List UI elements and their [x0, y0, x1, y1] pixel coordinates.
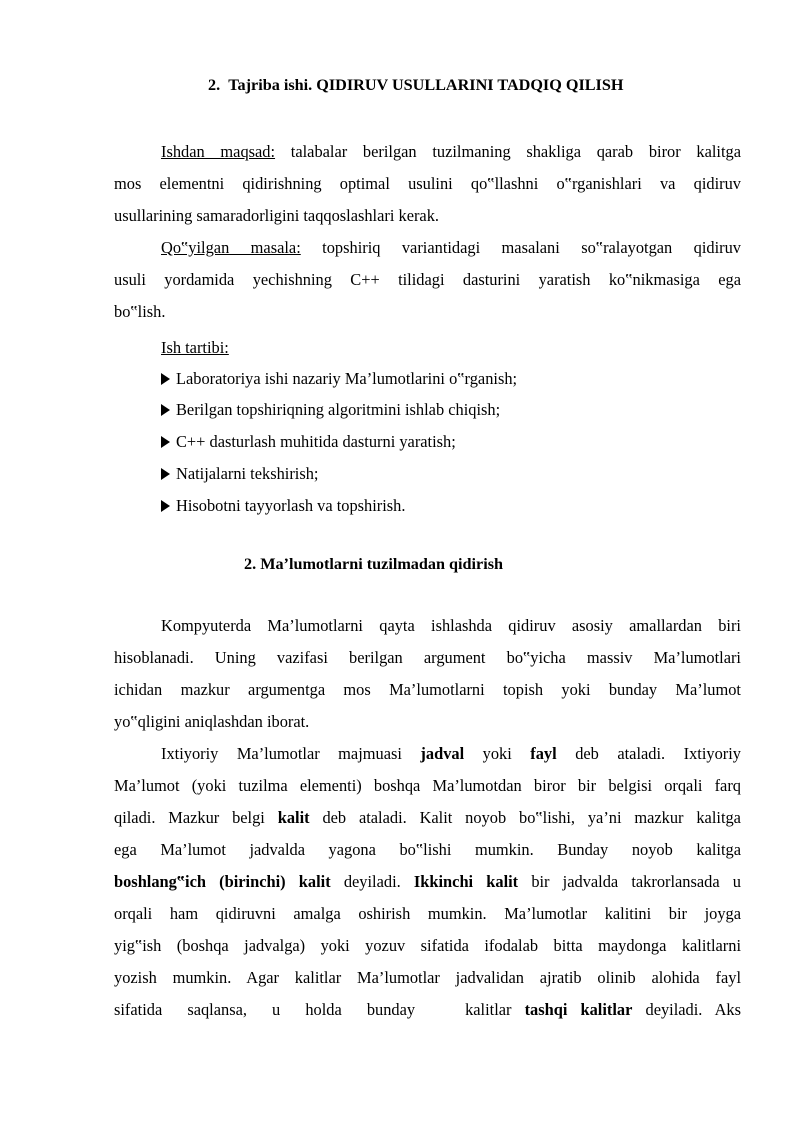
procedure-label: Ish tartibi:	[161, 338, 229, 357]
procedure-item-text: Natijalarni tekshirish;	[176, 464, 319, 483]
para2-line-7: yig‟ish (boshqa jadvalga) yoki yozuv sifatida ifodalab bitta maydonga kalitlarni	[114, 936, 741, 955]
para2-line-8: yozish mumkin. Agar kalitlar Ma’lumotlar jadvalidan ajratib olinib alohida fayl	[114, 968, 741, 987]
procedure-item	[161, 494, 405, 518]
arrow-bullet-icon	[161, 436, 170, 448]
para2-text: deb ataladi. Ixtiyoriy	[575, 744, 741, 763]
para2-text: yoki	[482, 744, 512, 763]
para1-line-4: yo‟qligini aniqlashdan iborat.	[114, 712, 310, 731]
para1-line-1: Kompyuterda Ma’lumotlarni qayta ishlashda qidiruv asosiy amallardan biri	[161, 616, 741, 635]
para1-line-2: hisoblanadi. Uning vazifasi berilgan argument bo‟yicha massiv Ma’lumotlari	[114, 648, 741, 667]
task-text: topshiriq variantidagi masalani so‟ralayotgan qidiruv	[322, 238, 741, 257]
para2-text: bir jadvalda takrorlansada u	[531, 872, 741, 891]
para2-text: kalitlar	[465, 1000, 512, 1019]
procedure-item	[161, 462, 318, 486]
para2-line-3	[114, 806, 741, 830]
para2-line-6: orqali ham qidiruvni amalga oshirish mumkin. Ma’lumotlar kalitini bir joyga	[114, 904, 741, 923]
para2-text: Ixtiyoriy Ma’lumotlar majmuasi	[161, 744, 402, 763]
para1-line-3: ichidan mazkur argumentga mos Ma’lumotlarni topish yoki bunday Ma’lumot	[114, 680, 741, 699]
para2-text: sifatida saqlansa, u holda bunday	[114, 1000, 416, 1019]
purpose-line-2: mos elementni qidirishning optimal usulini qo‟llashni o‟rganishlari va qidiruv	[114, 174, 741, 193]
para2-line-5	[114, 870, 741, 894]
arrow-bullet-icon	[161, 373, 170, 385]
procedure-item	[161, 367, 517, 391]
task-label: Qo‟yilgan masala:	[161, 238, 301, 257]
para2-text: deb ataladi. Kalit noyob bo‟lishi, ya’ni mazkur kalitga	[322, 808, 741, 827]
purpose-label: Ishdan maqsad:	[161, 142, 276, 161]
term-kalit: kalit	[277, 808, 310, 827]
para2-line-1	[161, 742, 741, 766]
para2-line-4: ega Ma’lumot jadvalda yagona bo‟lishi mumkin. Bunday noyob kalitga	[114, 840, 741, 859]
procedure-item	[161, 430, 456, 454]
arrow-bullet-icon	[161, 468, 170, 480]
task-line-3: bo‟lish.	[114, 302, 166, 321]
para2-text: deyiladi.	[343, 872, 401, 891]
heading-number: 2.	[208, 76, 221, 94]
purpose-line-1	[161, 140, 741, 164]
term-primary-key: boshlang‟ich (birinchi) kalit	[114, 872, 331, 891]
purpose-line-3: usullarining samaradorligini taqqoslashlari kerak.	[114, 206, 439, 225]
para2-text: qiladi. Mazkur belgi	[114, 808, 265, 827]
purpose-text: talabalar berilgan tuzilmaning shakliga qarab biror kalitga	[290, 142, 741, 161]
task-line-1	[161, 236, 741, 260]
para2-text: deyiladi. Aks	[645, 1000, 741, 1019]
term-secondary-key: Ikkinchi kalit	[413, 872, 519, 891]
procedure-item-text: C++ dasturlash muhitida dasturni yaratish;	[176, 432, 456, 451]
lab-heading	[208, 76, 623, 95]
section-title: 2. Ma’lumotlarni tuzilmadan qidirish	[244, 555, 504, 573]
para2-line-9	[114, 998, 741, 1022]
term-foreign-keys: tashqi kalitlar	[524, 1000, 633, 1019]
para2-line-2: Ma’lumot (yoki tuzilma elementi) boshqa Ma’lumotdan biror bir belgisi orqali farq	[114, 776, 741, 795]
arrow-bullet-icon	[161, 404, 170, 416]
procedure-item	[161, 398, 500, 422]
task-line-2: usuli yordamida yechishning C++ tilidagi dasturini yaratish ko‟nikmasiga ega	[114, 270, 741, 289]
procedure-item-text: Laboratoriya ishi nazariy Ma’lumotlarini o‟rganish;	[176, 369, 518, 388]
term-fayl: fayl	[530, 744, 557, 763]
arrow-bullet-icon	[161, 500, 170, 512]
procedure-item-text: Hisobotni tayyorlash va topshirish.	[176, 496, 406, 515]
heading-text: Tajriba ishi. QIDIRUV USULLARINI TADQIQ QILISH	[228, 76, 624, 94]
procedure-item-text: Berilgan topshiriqning algoritmini ishlab chiqish;	[176, 400, 501, 419]
term-jadval: jadval	[420, 744, 465, 763]
